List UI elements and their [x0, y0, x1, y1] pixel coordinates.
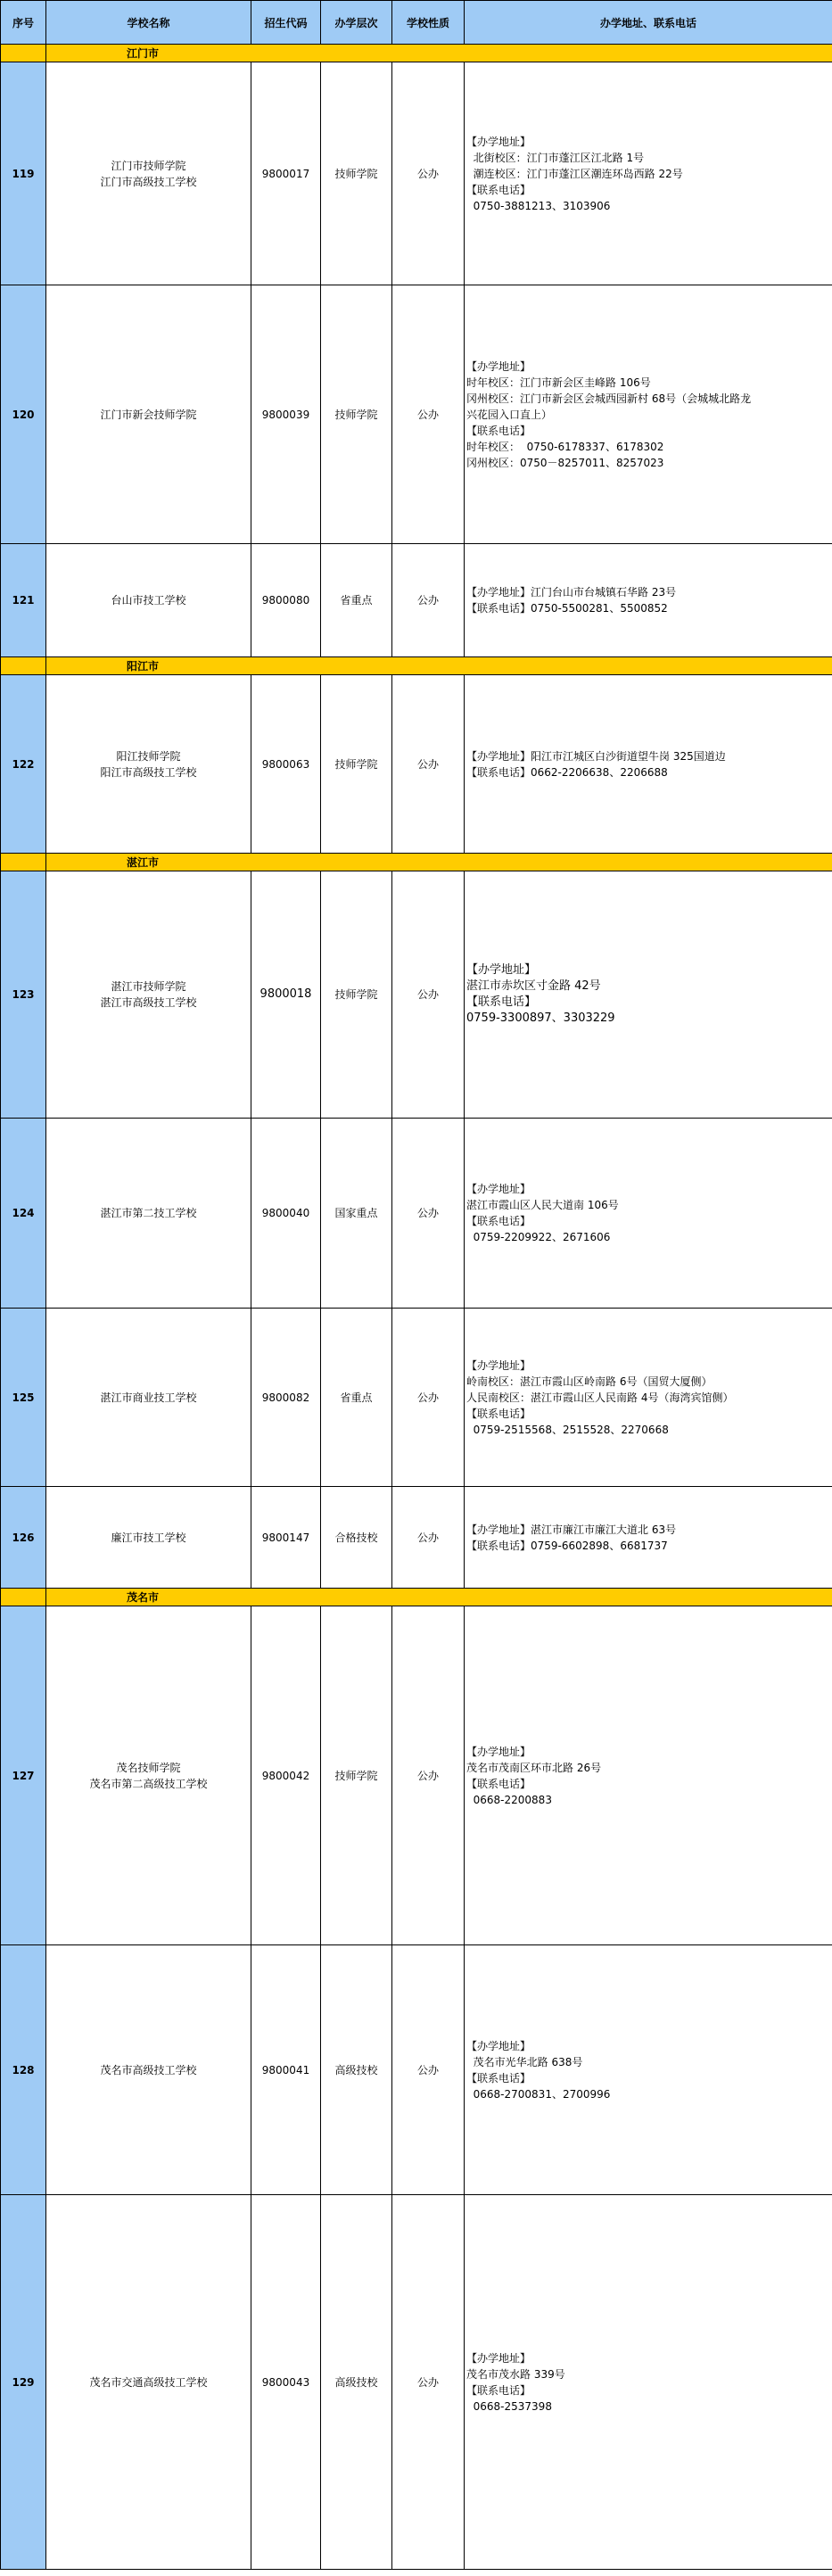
city-cell — [46, 854, 832, 871]
contact-info-cell — [465, 544, 832, 657]
contact-info-line: 岭南校区：湛江市霞山区岭南路 6号（国贸大厦侧） — [466, 1375, 713, 1388]
contact-info-line: 【联系电话】 — [466, 1407, 531, 1420]
table-row — [1, 62, 832, 285]
city-cell — [46, 657, 832, 675]
contact-info-line: 湛江市霞山区人民大道南 106号 — [466, 1199, 619, 1211]
contact-info-line: 【办学地址】 — [466, 1358, 531, 1372]
school-level-cell: 高级技校 — [321, 1945, 392, 2195]
contact-info-line: 0668-2537398 — [466, 2399, 552, 2413]
table-row — [1, 1945, 832, 2195]
school-nature-cell: 公办 — [392, 871, 465, 1119]
contact-info-line: 0759-2209922、2671606 — [466, 1231, 611, 1243]
table-body — [1, 45, 832, 2570]
seq-cell: 124 — [1, 1119, 46, 1309]
admission-code-cell: 9800017 — [251, 62, 321, 285]
school-name-line: 江门市高级技工学校 — [100, 175, 197, 188]
school-name-cell — [46, 1119, 251, 1309]
contact-info-line: 时年校区：江门市新会区圭峰路 106号 — [466, 376, 651, 389]
contact-info-line: 北街校区：江门市蓬江区江北路 1号 — [466, 151, 645, 164]
contact-info-line: 茂名市茂南区环市北路 26号 — [466, 1761, 602, 1774]
school-nature-cell: 公办 — [392, 1606, 465, 1945]
contact-info-line: 【联系电话】 — [466, 2383, 531, 2397]
header-row — [1, 1, 832, 45]
school-name-line: 廉江市技工学校 — [111, 1531, 186, 1544]
school-name-cell — [46, 1945, 251, 2195]
school-nature-cell: 公办 — [392, 544, 465, 657]
header-level: 办学层次 — [321, 1, 392, 45]
contact-info-line: 【办学地址】 — [466, 963, 537, 977]
contact-info-line: 【联系电话】 — [466, 1777, 531, 1790]
contact-info-line: 0668-2200883 — [466, 1793, 552, 1806]
school-name-line: 江门市新会技师学院 — [100, 408, 197, 421]
contact-info-cell — [465, 285, 832, 544]
contact-info-line: 0750-3881213、3103906 — [466, 199, 611, 212]
contact-info-line: 【联系电话】0662-2206638、2206688 — [466, 765, 668, 779]
city-row — [1, 854, 832, 871]
table-row — [1, 1309, 832, 1487]
school-level-cell: 技师学院 — [321, 871, 392, 1119]
city-label: 阳江市 — [127, 660, 160, 673]
school-name-line: 茂名市第二高级技工学校 — [89, 1777, 208, 1790]
admission-code-cell: 9800018 — [251, 871, 321, 1119]
contact-info-line: 茂名市茂水路 339号 — [466, 2367, 565, 2381]
school-nature-cell: 公办 — [392, 1487, 465, 1589]
contact-info-line: 冈州校区：0750－8257011、8257023 — [466, 456, 664, 469]
table-row — [1, 1606, 832, 1945]
contact-info-cell — [465, 1119, 832, 1309]
contact-info-line: 茂名市光华北路 638号 — [466, 2055, 583, 2068]
admission-code-cell: 9800147 — [251, 1487, 321, 1589]
table-row — [1, 544, 832, 657]
contact-info-line: 【联系电话】 — [466, 424, 531, 437]
contact-info-line: 【办学地址】阳江市江城区白沙街道望牛岗 325国道边 — [466, 749, 726, 763]
seq-cell: 125 — [1, 1309, 46, 1487]
seq-cell: 129 — [1, 2195, 46, 2570]
school-nature-cell: 公办 — [392, 62, 465, 285]
school-level-cell: 技师学院 — [321, 675, 392, 854]
seq-cell: 123 — [1, 871, 46, 1119]
admission-code-cell: 9800042 — [251, 1606, 321, 1945]
contact-info-line: 【联系电话】0750-5500281、5500852 — [466, 602, 668, 615]
contact-info-cell — [465, 871, 832, 1119]
contact-info-line: 0668-2700831、2700996 — [466, 2087, 611, 2101]
city-label: 茂名市 — [127, 1591, 160, 1604]
school-nature-cell: 公办 — [392, 2195, 465, 2570]
school-name-line: 江门市技师学院 — [111, 159, 186, 172]
contact-info-line: 湛江市赤坎区寸金路 42号 — [466, 979, 601, 993]
city-row — [1, 45, 832, 62]
admission-code-cell: 9800043 — [251, 2195, 321, 2570]
school-name-line: 湛江市商业技工学校 — [100, 1391, 197, 1404]
header-name: 学校名称 — [46, 1, 251, 45]
contact-info-line: 时年校区： 0750-6178337、6178302 — [466, 440, 664, 453]
contact-info-line: 冈州校区：江门市新会区会城西园新村 68号（会城城北路龙 — [466, 392, 752, 405]
school-nature-cell: 公办 — [392, 1309, 465, 1487]
contact-info-line: 【联系电话】 — [466, 183, 531, 196]
city-row-spacer — [1, 854, 46, 871]
contact-info-line: 0759-2515568、2515528、2270668 — [466, 1423, 669, 1436]
school-level-cell: 技师学院 — [321, 62, 392, 285]
table-row — [1, 1119, 832, 1309]
school-level-cell: 省重点 — [321, 1309, 392, 1487]
city-row-spacer — [1, 1589, 46, 1606]
city-row — [1, 1589, 832, 1606]
city-row-spacer — [1, 45, 46, 62]
header-code: 招生代码 — [251, 1, 321, 45]
contact-info-cell — [465, 1309, 832, 1487]
city-cell — [46, 45, 832, 62]
school-name-line: 阳江技师学院 — [116, 749, 181, 763]
school-name-line: 茂名市高级技工学校 — [100, 2063, 197, 2076]
school-name-line: 湛江市第二技工学校 — [100, 1207, 197, 1219]
contact-info-line: 【办学地址】 — [466, 359, 531, 373]
school-level-cell: 省重点 — [321, 544, 392, 657]
seq-cell: 126 — [1, 1487, 46, 1589]
school-level-cell: 国家重点 — [321, 1119, 392, 1309]
contact-info-line: 0759-3300897、3303229 — [466, 1011, 615, 1025]
seq-cell: 120 — [1, 285, 46, 544]
school-name-cell — [46, 285, 251, 544]
city-cell — [46, 1589, 832, 1606]
school-nature-cell: 公办 — [392, 675, 465, 854]
admission-code-cell: 9800080 — [251, 544, 321, 657]
contact-info-line: 人民南校区：湛江市霞山区人民南路 4号（海湾宾馆侧） — [466, 1391, 734, 1404]
contact-info-cell — [465, 1945, 832, 2195]
contact-info-line: 【联系电话】0759-6602898、6681737 — [466, 1539, 668, 1552]
school-nature-cell: 公办 — [392, 1945, 465, 2195]
school-nature-cell: 公办 — [392, 1119, 465, 1309]
school-name-cell — [46, 675, 251, 854]
school-name-line: 茂名技师学院 — [116, 1761, 181, 1774]
school-name-line: 湛江市高级技工学校 — [100, 996, 197, 1009]
contact-info-line: 【办学地址】 — [466, 135, 531, 148]
admission-code-cell: 9800082 — [251, 1309, 321, 1487]
school-level-cell: 合格技校 — [321, 1487, 392, 1589]
contact-info-cell — [465, 1606, 832, 1945]
admission-code-cell: 9800039 — [251, 285, 321, 544]
school-name-line: 阳江市高级技工学校 — [100, 765, 197, 779]
contact-info-line: 潮连校区：江门市蓬江区潮连环岛西路 22号 — [466, 167, 683, 180]
table-row — [1, 285, 832, 544]
header-seq: 序号 — [1, 1, 46, 45]
contact-info-line: 【办学地址】 — [466, 1183, 531, 1195]
school-name-line: 茂名市交通高级技工学校 — [89, 2375, 208, 2389]
seq-cell: 119 — [1, 62, 46, 285]
city-row — [1, 657, 832, 675]
contact-info-cell — [465, 1487, 832, 1589]
contact-info-line: 【办学地址】江门台山市台城镇石华路 23号 — [466, 586, 677, 599]
table-row — [1, 675, 832, 854]
seq-cell: 122 — [1, 675, 46, 854]
seq-cell: 121 — [1, 544, 46, 657]
admission-code-cell: 9800040 — [251, 1119, 321, 1309]
city-label: 江门市 — [127, 47, 160, 60]
table-row — [1, 2195, 832, 2570]
admission-code-cell: 9800041 — [251, 1945, 321, 2195]
seq-cell: 127 — [1, 1606, 46, 1945]
contact-info-cell — [465, 675, 832, 854]
city-row-spacer — [1, 657, 46, 675]
contact-info-cell — [465, 62, 832, 285]
school-level-cell: 技师学院 — [321, 285, 392, 544]
school-name-cell — [46, 62, 251, 285]
contact-info-line: 【联系电话】 — [466, 995, 537, 1009]
admission-code-cell: 9800063 — [251, 675, 321, 854]
contact-info-line: 【办学地址】 — [466, 2039, 531, 2052]
table-row — [1, 1487, 832, 1589]
school-level-cell: 技师学院 — [321, 1606, 392, 1945]
school-name-cell — [46, 1487, 251, 1589]
school-name-line: 湛江市技师学院 — [111, 980, 186, 993]
contact-info-line: 【办学地址】湛江市廉江市廉江大道北 63号 — [466, 1523, 677, 1536]
contact-info-cell — [465, 2195, 832, 2570]
school-name-cell — [46, 1309, 251, 1487]
table-row — [1, 871, 832, 1119]
seq-cell: 128 — [1, 1945, 46, 2195]
contact-info-line: 【办学地址】 — [466, 1745, 531, 1758]
school-name-cell — [46, 871, 251, 1119]
school-level-cell: 高级技校 — [321, 2195, 392, 2570]
school-nature-cell: 公办 — [392, 285, 465, 544]
header-contact: 办学地址、联系电话 — [465, 1, 832, 45]
school-name-cell — [46, 1606, 251, 1945]
school-name-cell — [46, 2195, 251, 2570]
contact-info-line: 兴花园入口直上） — [466, 408, 553, 421]
school-name-line: 台山市技工学校 — [111, 594, 186, 607]
contact-info-line: 【联系电话】 — [466, 1215, 531, 1227]
school-name-cell — [46, 544, 251, 657]
contact-info-line: 【办学地址】 — [466, 2351, 531, 2365]
header-nature: 学校性质 — [392, 1, 465, 45]
city-label: 湛江市 — [127, 856, 160, 869]
contact-info-line: 【联系电话】 — [466, 2071, 531, 2085]
